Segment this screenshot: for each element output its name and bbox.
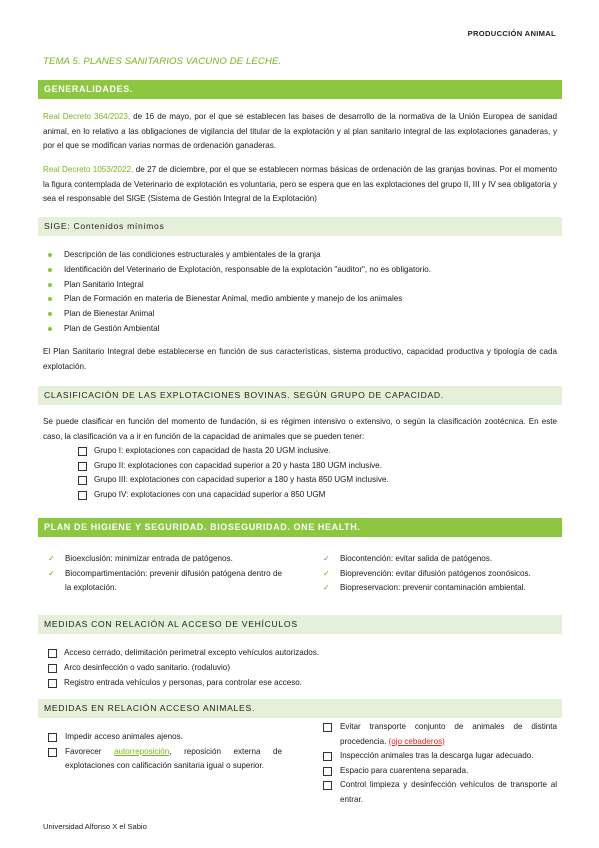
- list-item-text: , reposición externa de explotaciones con calificación sanitaria igual o superior.: [65, 746, 282, 771]
- paragraph-rd-364: [43, 110, 557, 154]
- rd-364-reference: Real Decreto 364/2023,: [43, 112, 131, 121]
- list-item: Registro entrada vehículos y personas, para controlar ese acceso.: [48, 676, 548, 691]
- list-item: Identificación del Veterinario de Explotación, responsable de la explotación "auditor", no es obligatorio.: [48, 263, 548, 278]
- list-item: Inspección animales tras la descarga lugar adecuado.: [323, 749, 557, 764]
- list-item: ✓ Biopreservacion: prevenir contaminación ambiental.: [323, 581, 563, 596]
- list-item: ✓ Bioprevención: evitar difusión patógenos zoonósicos.: [323, 567, 563, 582]
- list-item: Grupo IV: explotaciones con una capacidad superior a 850 UGM: [78, 488, 389, 503]
- sige-list: [48, 248, 548, 337]
- list-item: Acceso cerrado, delimitación perimetral excepto vehículos autorizados.: [48, 646, 548, 661]
- section-heading-sige: SIGE: Contenidos mínimos: [38, 217, 562, 236]
- list-item: [323, 720, 557, 749]
- rd-364-text: de 16 de mayo, por el que se establecen las bases de desarrollo de la normativa de la Unión Europea de sanidad animal, en lo relativo a las obligaciones de vigilancia del titular de la explotación y al plan sanitario integral de las explotaciones ganaderas, y por el que se modifican varias normas de ordenación ganaderas.: [43, 112, 557, 151]
- biosecurity-right-list: [323, 552, 563, 596]
- animal-measures-left-list: [48, 730, 282, 774]
- list-item: Plan de Gestión Ambiental: [48, 322, 548, 337]
- list-item-text: Evitar transporte conjunto de animales de distinta procedencia.: [340, 722, 557, 746]
- vehicle-measures-list: [48, 646, 548, 690]
- paragraph-clasificacion-intro: Se puede clasificar en función del momento de fundación, si es régimen intensivo o extensivo, o según la clasificación zootécnica. En este caso, la clasificación va a ir en función de la capacidad de animales que se pueden tener:: [43, 417, 557, 441]
- list-item: Plan Sanitario Integral: [48, 278, 548, 293]
- list-item: ✓ Bioexclusión: minimizar entrada de patógenos.: [48, 552, 282, 567]
- page-footer: Universidad Alfonso X el Sabio: [43, 822, 147, 831]
- list-item: Arco desinfección o vado sanitario. (rodaluvio): [48, 661, 548, 676]
- list-item: Espacio para cuarentena separada.: [323, 764, 557, 779]
- list-item-text: Favorecer: [65, 746, 114, 756]
- capacity-groups-list: [78, 444, 389, 502]
- list-item: ✓ Biocompartimentación: prevenir difusión patógena dentro de la explotación.: [48, 567, 282, 596]
- list-item: Control limpieza y desinfección vehículos de transporte al entrar.: [323, 778, 557, 807]
- list-item: ✓ Biocontención: evitar salida de patógenos.: [323, 552, 563, 567]
- ojo-cebaderos-link[interactable]: (ojo cebaderos): [388, 736, 445, 746]
- rd-1053-text: de 27 de diciembre, por el que se establecen normas básicas de ordenación de las granjas bovinas. Por el momento la figura contemplada de Veterinario de explotación es voluntaria, pero se espera que en las explotaciones del grupo II, III y IV sea obligatoria y sea el responsable del SIGE (Sistema de Gestión Integral de la Explotación): [43, 165, 557, 204]
- biosecurity-left-list: [48, 552, 282, 596]
- list-item: Grupo III: explotaciones con capacidad superior a 180 y hasta 850 UGM inclusive.: [78, 473, 389, 488]
- section-heading-generalidades: GENERALIDADES.: [38, 80, 562, 99]
- running-header: PRODUCCIÓN ANIMAL: [467, 29, 556, 38]
- list-item: Plan de Bienestar Animal: [48, 307, 548, 322]
- list-item: Descripción de las condiciones estructurales y ambientales de la granja: [48, 248, 548, 263]
- list-item: Grupo II: explotaciones con capacidad superior a 20 y hasta 180 UGM inclusive.: [78, 459, 389, 474]
- rd-1053-reference: Real Decreto 1053/2022,: [43, 165, 134, 174]
- paragraph-rd-1053: [43, 163, 557, 207]
- list-item: [48, 745, 282, 774]
- list-item: Impedir acceso animales ajenos.: [48, 730, 282, 745]
- list-item: Grupo I: explotaciones con capacidad de hasta 20 UGM inclusive.: [78, 444, 389, 459]
- list-item: Plan de Formación en materia de Bienestar Animal, medio ambiente y manejo de los animales: [48, 292, 548, 307]
- paragraph-sige-note: El Plan Sanitario Integral debe establecerse en función de sus características, sistema productivo, capacidad productiva y tipología de cada explotación.: [43, 347, 557, 371]
- autorreposicion-link[interactable]: autorreposición: [113, 746, 170, 756]
- section-heading-clasificacion: CLASIFICACIÓN DE LAS EXPLOTACIONES BOVINAS. SEGÚN GRUPO DE CAPACIDAD.: [38, 386, 562, 405]
- section-heading-vehiculos: MEDIDAS CON RELACIÓN AL ACCESO DE VEHÍCULOS: [38, 615, 562, 634]
- section-heading-plan-higiene: PLAN DE HIGIENE Y SEGURIDAD. BIOSEGURIDAD. ONE HEALTH.: [38, 518, 562, 537]
- document-title: TEMA 5. PLANES SANITARIOS VACUNO DE LECHE.: [43, 56, 282, 67]
- animal-measures-right-list: [323, 720, 557, 808]
- section-heading-animales: MEDIDAS EN RELACIÓN ACCESO ANIMALES.: [38, 699, 562, 718]
